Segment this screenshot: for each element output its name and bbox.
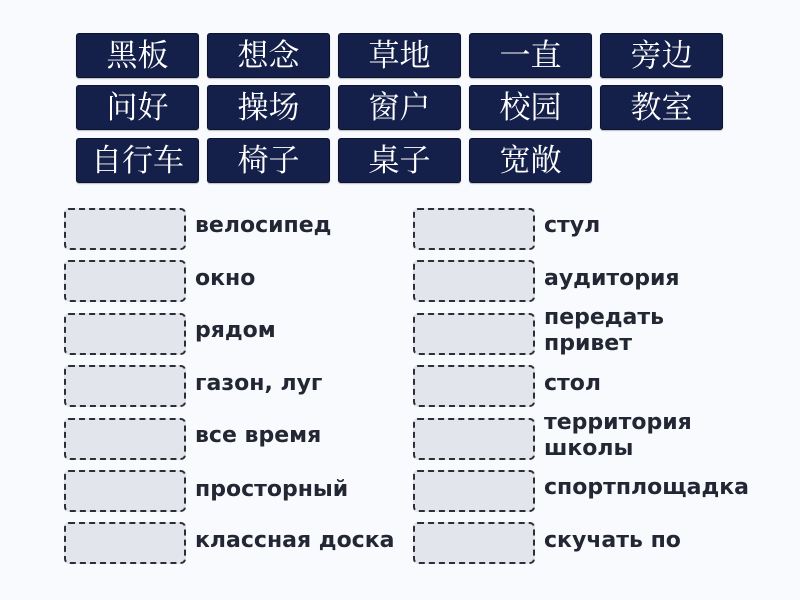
- word-tile[interactable]: 一直: [469, 33, 592, 78]
- word-tile[interactable]: 草地: [338, 33, 461, 78]
- definition-label: скучать по: [544, 528, 681, 553]
- definition-label: классная доска: [195, 528, 395, 553]
- drop-slot[interactable]: [413, 470, 535, 512]
- drop-slot[interactable]: [64, 313, 186, 355]
- word-tile[interactable]: 教室: [600, 85, 723, 130]
- word-tile[interactable]: 椅子: [207, 138, 330, 183]
- word-tile[interactable]: 窗户: [338, 85, 461, 130]
- definition-label: окно: [195, 266, 256, 291]
- drop-slot[interactable]: [413, 365, 535, 407]
- drop-slot[interactable]: [64, 522, 186, 564]
- word-tile[interactable]: 宽敞: [469, 138, 592, 183]
- definition-label: спортплощадка: [544, 475, 749, 500]
- definition-label: газон, луг: [195, 371, 323, 396]
- word-tile[interactable]: 黑板: [76, 33, 199, 78]
- definition-label: аудитория: [544, 266, 680, 291]
- definition-label: стол: [544, 371, 602, 396]
- drop-slot[interactable]: [64, 418, 186, 460]
- drop-slot[interactable]: [64, 470, 186, 512]
- drop-slot[interactable]: [413, 522, 535, 564]
- word-tile[interactable]: 操场: [207, 85, 330, 130]
- drop-slot[interactable]: [413, 260, 535, 302]
- drop-slot[interactable]: [413, 418, 535, 460]
- drop-slot[interactable]: [413, 313, 535, 355]
- drop-slot[interactable]: [64, 365, 186, 407]
- drop-slot[interactable]: [64, 208, 186, 250]
- drop-slot[interactable]: [64, 260, 186, 302]
- word-tile[interactable]: 问好: [76, 85, 199, 130]
- definition-label: все время: [195, 423, 322, 448]
- definition-label: территория школы: [544, 410, 692, 461]
- definition-label: передать привет: [544, 305, 665, 356]
- drop-slot[interactable]: [413, 208, 535, 250]
- definition-label: велосипед: [195, 213, 332, 238]
- definition-label: стул: [544, 213, 601, 238]
- word-tile[interactable]: 校园: [469, 85, 592, 130]
- word-tile[interactable]: 旁边: [600, 33, 723, 78]
- word-tile[interactable]: 桌子: [338, 138, 461, 183]
- word-tile[interactable]: 想念: [207, 33, 330, 78]
- definition-label: просторный: [195, 477, 349, 502]
- word-tile[interactable]: 自行车: [76, 138, 199, 183]
- definition-label: рядом: [195, 318, 276, 343]
